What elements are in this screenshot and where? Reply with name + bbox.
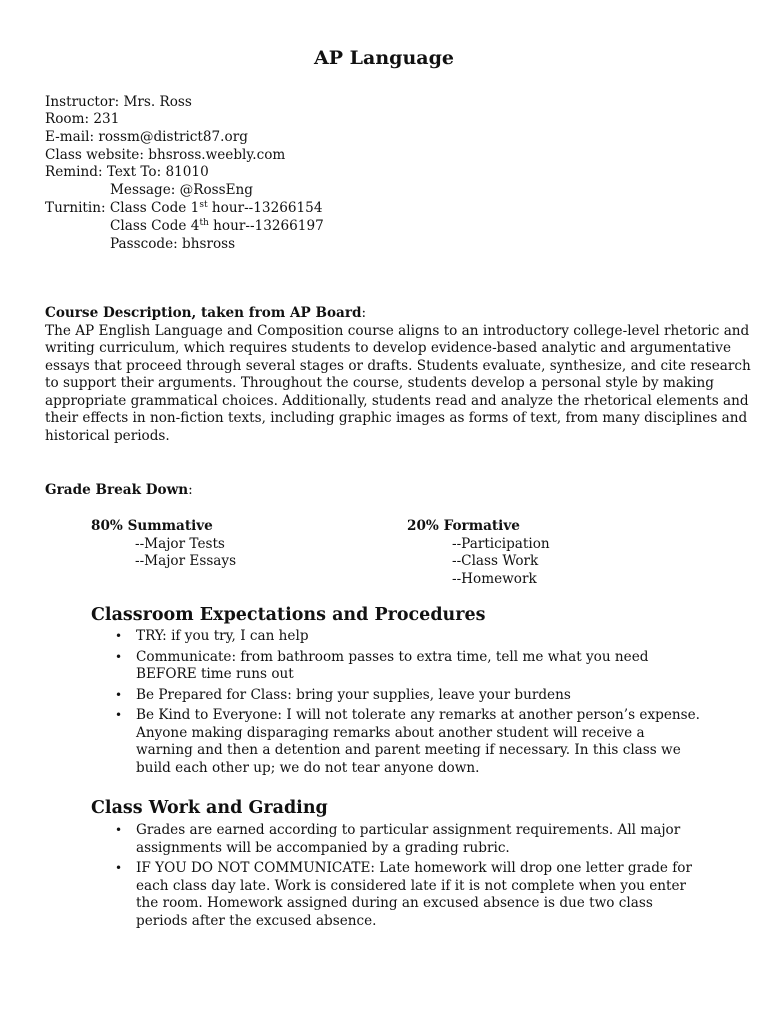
list-item	[91, 687, 691, 705]
passcode-line: Passcode: bhsross	[110, 236, 236, 252]
bullet-icon: •	[115, 629, 123, 643]
summative-item: --Major Essays	[135, 553, 237, 569]
bullet-icon: •	[115, 649, 123, 664]
expectations-list	[91, 628, 700, 780]
list-item	[91, 860, 691, 930]
ordinal-suffix: st	[199, 200, 208, 210]
page-title: AP Language	[314, 47, 454, 69]
description-line: historical periods.	[45, 427, 170, 444]
expectations-heading: Classroom Expectations and Procedures	[91, 605, 486, 625]
list-item-line: Be Kind to Everyone: I will not tolerate any remarks at another person’s expense.	[136, 707, 700, 723]
bullet-icon: •	[115, 708, 123, 722]
list-item-line: periods after the excused absence.	[136, 912, 377, 929]
summative-title: 80% Summative	[91, 518, 213, 534]
formative-item: --Participation	[452, 536, 550, 552]
remind-text-line: Remind: Text To: 81010	[45, 164, 209, 180]
list-item-line: Communicate: from bathroom passes to extra time, tell me what you need	[136, 648, 649, 665]
formative-item: --Class Work	[452, 553, 539, 569]
description-line: their effects in non-fiction texts, including graphic images as forms of text, from many disciplines and	[45, 410, 748, 426]
description-line: writing curriculum, which requires students to develop evidence-based analytic and argumentative	[45, 340, 731, 356]
list-item	[91, 649, 691, 684]
turnitin-code-2: hour--13266197	[208, 218, 324, 234]
turnitin-line	[45, 200, 322, 218]
bullet-icon: •	[115, 687, 123, 702]
class-code-prefix: Class Code 4	[110, 218, 200, 234]
list-item	[91, 822, 691, 857]
list-item-line: warning and then a detention and parent meeting if necessary. In this class we	[136, 742, 681, 758]
website-line: Class website: bhsross.weebly.com	[45, 147, 286, 163]
formative-item: --Homework	[452, 571, 537, 587]
turnitin-prefix: Turnitin: Class Code 1	[45, 200, 200, 216]
ordinal-suffix: th	[199, 218, 209, 228]
class-code-line	[110, 218, 324, 236]
description-line: The AP English Language and Composition course aligns to an introductory college-level rhetoric and	[45, 322, 750, 339]
list-item-line: Anyone making disparaging remarks about another student will receive a	[136, 724, 645, 741]
list-item	[91, 628, 691, 646]
list-item-line: TRY: if you try, I can help	[136, 628, 309, 644]
course-description	[45, 305, 751, 445]
list-item-line: build each other up; we do not tear anyone down.	[136, 759, 480, 776]
list-item	[91, 707, 700, 777]
classwork-heading: Class Work and Grading	[91, 798, 328, 818]
list-item-line: assignments will be accompanied by a grading rubric.	[136, 839, 510, 856]
list-item-line: Be Prepared for Class: bring your supplies, leave your burdens	[136, 686, 571, 703]
bullet-icon: •	[115, 823, 123, 837]
list-item-line: IF YOU DO NOT COMMUNICATE: Late homework will drop one letter grade for	[136, 860, 692, 876]
description-line: essays that proceed through several stages or drafts. Students evaluate, synthesize, and cite research	[45, 357, 751, 374]
list-item-line: each class day late. Work is considered late if it is not complete when you enter	[136, 877, 687, 894]
grade-breakdown-heading: Grade Break Down:	[45, 482, 193, 498]
description-line: to support their arguments. Throughout the course, students develop a personal style by making	[45, 375, 714, 391]
list-item-line: BEFORE time runs out	[136, 666, 294, 682]
list-item-line: Grades are earned according to particular assignment requirements. All major	[136, 822, 681, 838]
formative-title: 20% Formative	[407, 518, 520, 534]
course-description-heading: Course Description, taken from AP Board:	[45, 305, 367, 321]
classwork-list	[91, 822, 691, 933]
course-description-text	[45, 322, 751, 446]
list-item-line: the room. Homework assigned during an excused absence is due two class	[136, 895, 653, 911]
summative-item: --Major Tests	[135, 536, 225, 552]
instructor-line: Instructor: Mrs. Ross	[45, 94, 192, 110]
turnitin-code-1: hour--13266154	[207, 200, 323, 216]
remind-message-line: Message: @RossEng	[110, 182, 254, 198]
bullet-icon: •	[115, 861, 123, 875]
room-line: Room: 231	[45, 111, 120, 127]
description-line: appropriate grammatical choices. Additionally, students read and analyze the rhetorical elements and	[45, 392, 749, 409]
email-line: E-mail: rossm@district87.org	[45, 129, 248, 145]
